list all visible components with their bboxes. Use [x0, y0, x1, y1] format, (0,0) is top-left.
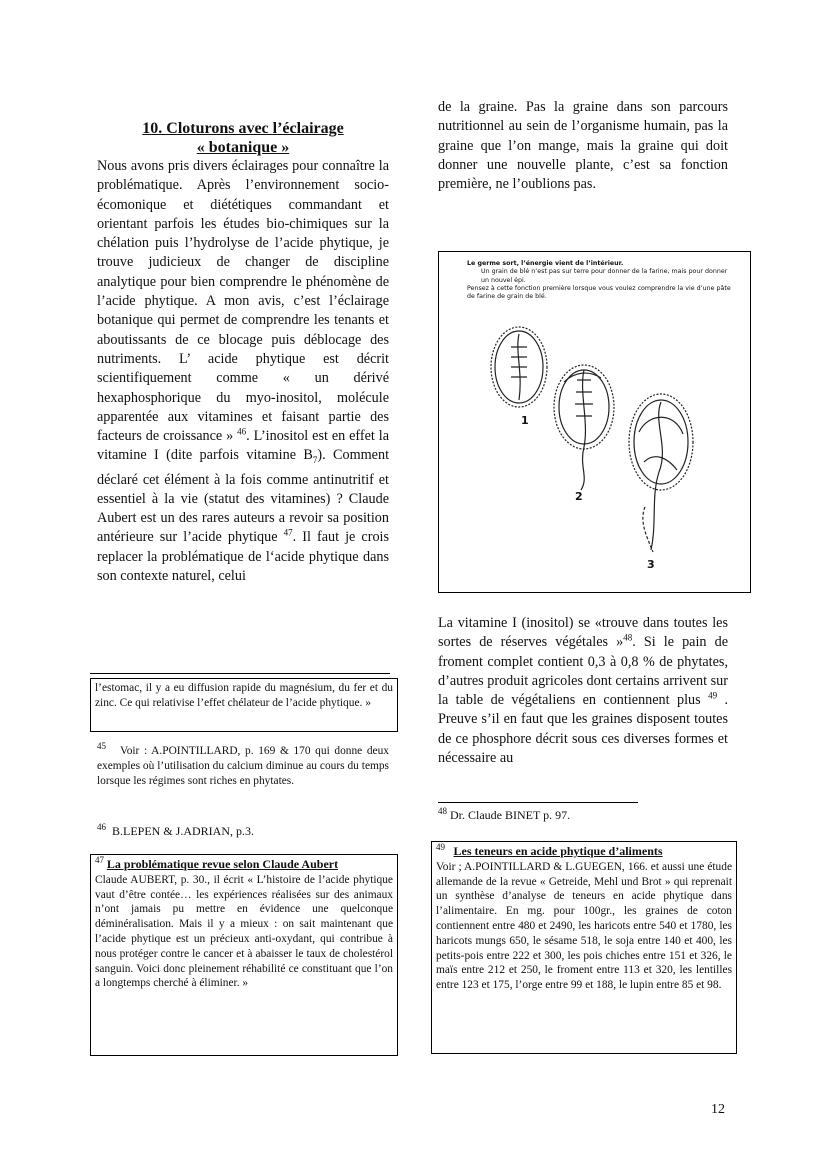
footnote-45: $^{45}$ Voir : A.POINTILLARD, p. 169 & 170 qui donne deux exemples où l’utilisation du calcium diminue au cours du temps lorsque les régimes sont riches en phytates.: [97, 741, 389, 787]
footnote-ref-49[interactable]: 49: [708, 690, 718, 701]
footnote-number: 45: [97, 741, 106, 752]
figure-label-2: 2: [575, 490, 583, 503]
left-body-text: Nous avons pris divers éclairages pour connaître la problématique. Après l’environnement socio-écomonique et diététiques commandant et orientant parfois les études bio-chimiques sur la chélation puis l’hydrolyse de l’acide phytique, je trouve judicieux de changer de discipline analytique pour bien comprendre le phénomène de l’acide phytique. A mon avis, c’est l’éclairage botanique qui permet de comprendre les tenants et aboutissants de ce blocage puis déblocage des nutriments. L’ acide phytique est décrit scientifiquement comme « un dérivé hexaphosphorique du myo-inositol, molécule apparentée aux vitamines et faisant partie des facteurs de croissance » $^{46}$. L’inositol est en effet la vitamine I (dite parfois vitamine $B_7$). Comment déclaré cet élément à la fois comme antinutritif et essentiel à la vie (statut des vitamines) ? Claude Aubert est un des rares auteurs a revoir sa position antérieure sur l’acide phytique $^{47}$. Il faut je crois replacer la problématique de l‘acide phytique dans son contexte naturel, celui: [97, 158, 390, 585]
right-body-text: La vitamine I (inositol) se «trouve dans toutes les sortes de réserves végétales »$^{48}$. Si le pain de froment complet contient 0,3 à 0,8 % de phytates, d’autres produit agricoles dont certains arrivent sur la table de végétaliens en contiennent plus $^{49}$ . Preuve s’il en faut que les graines disposent toutes de ce phosphore décrit sous ces diverses formes et nécessaire au: [438, 615, 729, 767]
footnote-47-box: [90, 854, 398, 1056]
right-top-text: de la graine. Pas la graine dans son parcours nutritionnel au sein de l’organisme humain, pas la graine que l’on mange, mais la graine qui doit donner une nouvelle plante, c’est sa fonction première, ne l’oublions pas.: [438, 99, 728, 193]
section-heading: 10. Cloturons avec l’éclairage « botanique »: [142, 120, 344, 156]
footnote-number: 46: [97, 822, 106, 832]
footnote-heading: La problématique revue selon Claude Aubert: [106, 857, 339, 871]
page-number: 12: [711, 1102, 725, 1117]
footnote-separator-right: [438, 802, 638, 803]
left-column: [97, 119, 389, 586]
footnote-number: 47: [95, 855, 104, 866]
figure-caption: Le germe sort, l’énergie vient de l’intérieur. Un grain de blé n’est pas sur terre pour donner de la farine, mais pour donner un nouvel épi. Pensez à cette fonction première lorsque vous voulez comprendre la vie d’une pâte de farine de grain de blé.: [467, 260, 731, 301]
footnote-ref-48[interactable]: 48: [623, 632, 633, 643]
footnote-text: Voir ; A.POINTILLARD & L.GUEGEN, 166. et aussi une étude allemande de la revue « Getreide, Mehl und Brot » qui reprenait un synthèse d’analyse de teneurs en acide phytique dans l’alimentaire. En mg. pour 100gr., les graines de coton contiennent entre 480 et 2490, les haricots entre 540 et 1780, les haricots mungs 650, le sésame 518, le soja entre 140 et 400, les petits-pois entre 222 et 300, les pois chiches entre 151 et 326, le maïs entre 212 et 250, le froment entre 113 et 320, les lentilles entre 123 et 175, l’orge entre 99 et 188, le lupin entre 85 et 98.: [436, 860, 732, 992]
footnote-49-box: [431, 841, 737, 1054]
seed-germination-figure: [438, 251, 751, 593]
footnote-continued-box: [90, 678, 398, 732]
footnote-46: $^{46}$ B.LEPEN & J.ADRIAN, p.3.: [97, 822, 255, 838]
footnote-separator-left: [90, 673, 390, 674]
footnote-continued-text: l’estomac, il y a eu diffusion rapide du magnésium, du fer et du zinc. Ce qui relativise l’effet chélateur de l’acide phytique. »: [95, 682, 393, 709]
right-column-body: [438, 614, 728, 768]
figure-label-1: 1: [521, 414, 529, 427]
footnote-ref-46[interactable]: 46: [237, 426, 247, 437]
germinating-seed-drawing: [439, 252, 750, 592]
footnote-48: $^{48}$ Dr. Claude BINET p. 97.: [438, 806, 571, 822]
footnote-heading: Les teneurs en acide phytique d’aliments: [453, 844, 663, 858]
footnote-number: 48: [438, 806, 447, 816]
figure-label-3: 3: [647, 558, 655, 571]
right-column-top: [438, 98, 728, 194]
footnote-number: 49: [436, 842, 445, 853]
footnote-ref-47[interactable]: 47: [283, 527, 293, 538]
footnote-text: Claude AUBERT, p. 30., il écrit « L’histoire de l’acide phytique vaut d’être contée… les expériences réalisées sur des animaux n’ont jamais pu mettre en évidence une quelconque déminéralisation. Mais il y a mieux : on sait maintenant que l’acide phytique est un précieux anti-oxydant, qui contribue à nous protéger contre le cancer et à abaisser le taux de cholestérol sanguin. Voici donc pleinement réhabilité ce constituant que l’on a longtemps cherché à éliminer. »: [95, 873, 393, 990]
